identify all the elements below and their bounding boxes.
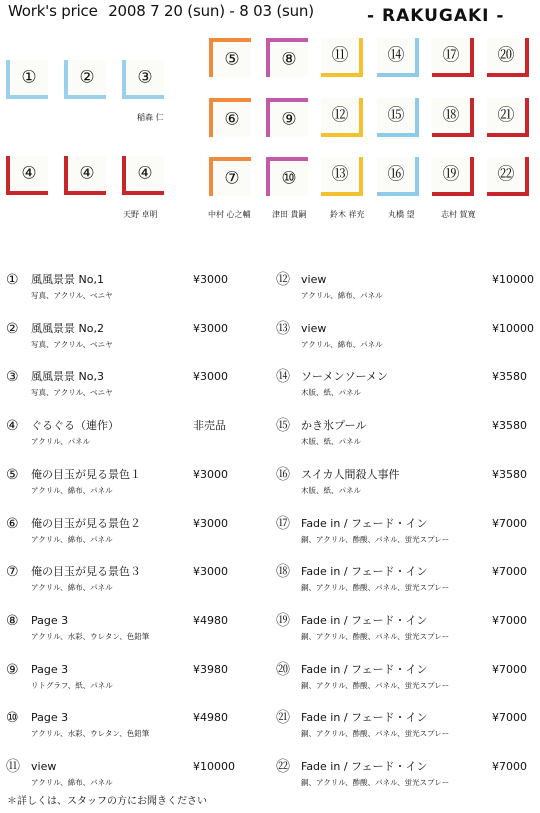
work-list-item	[6, 613, 266, 653]
exhibition-dates: 2008 7 20 (sun) - 8 03 (sun)	[108, 2, 314, 20]
work-price: ¥7000	[492, 662, 527, 676]
work-title: view	[301, 273, 327, 286]
work-price: ¥7000	[492, 613, 527, 627]
work-list-item	[276, 272, 536, 312]
artist-name: 中村 心之輔	[208, 210, 251, 219]
work-medium: 銅、アクリル、酢酸、パネル、蛍光スプレー	[301, 631, 450, 641]
work-number: ㉒	[276, 759, 290, 775]
work-list-item	[6, 516, 266, 556]
work-title: Fade in / フェード・イン	[301, 711, 428, 725]
artist-name: 稲森 仁	[137, 113, 164, 122]
work-list-item	[276, 321, 536, 361]
artist-name: 丸橋 望	[388, 210, 415, 219]
work-number: ⑧	[6, 612, 19, 629]
work-title: Fade in / フェード・イン	[301, 613, 428, 627]
work-medium: アクリル、綿布、パネル	[31, 583, 113, 593]
work-tile: ③	[122, 60, 164, 99]
work-medium: アクリル、水彩、ウレタン、色鉛筆	[31, 631, 150, 641]
work-tile: ㉑	[487, 98, 529, 137]
work-list-item	[6, 662, 266, 702]
work-number: ⑭	[276, 369, 290, 386]
work-list-item	[276, 564, 536, 604]
work-list-item	[276, 467, 536, 507]
work-number: ⑩	[6, 710, 19, 727]
work-title: Page 3	[31, 662, 69, 676]
work-title: 俺の目玉が見る景色３	[31, 565, 141, 579]
work-title: view	[31, 760, 57, 773]
work-medium: 木版、紙、パネル	[301, 388, 361, 398]
work-price: ¥3000	[193, 273, 228, 286]
work-list-item	[276, 759, 536, 799]
work-number: ⑥	[6, 515, 19, 532]
work-number: ⑳	[276, 661, 290, 678]
work-title: 風風景景 No,2	[31, 321, 104, 335]
work-medium: リトグラフ、紙、パネル	[31, 680, 113, 690]
work-number: ⑯	[276, 466, 290, 483]
work-medium: アクリル、パネル	[31, 437, 91, 447]
work-medium: 銅、アクリル、酢酸、パネル、蛍光スプレー	[301, 534, 450, 544]
work-number: ④	[6, 418, 19, 435]
work-list-item	[6, 321, 266, 361]
work-tile: ①	[6, 60, 48, 99]
work-number: ①	[6, 272, 19, 288]
work-list-item	[276, 613, 536, 653]
work-title: Fade in / フェード・イン	[301, 516, 428, 530]
work-tile: ④	[6, 156, 48, 195]
work-price: ¥3000	[193, 565, 228, 579]
brand-name: - RAKUGAKI -	[367, 6, 505, 26]
work-price: ¥3000	[193, 321, 228, 335]
work-tile: ㉒	[487, 157, 529, 196]
artist-name: 鈴木 祥充	[330, 210, 365, 219]
work-price: ¥7000	[492, 565, 527, 579]
work-tile: ④	[64, 156, 106, 195]
work-title: 俺の目玉が見る景色２	[31, 516, 141, 530]
work-medium: 銅、アクリル、酢酸、パネル、蛍光スプレー	[301, 778, 450, 787]
work-list-item	[6, 369, 266, 409]
artist-name: 津田 貴嗣	[272, 210, 307, 219]
work-title: スイカ人間殺人事件	[301, 467, 400, 481]
work-title: Fade in / フェード・イン	[301, 760, 428, 773]
footer-note: ＊詳しくは、スタッフの方にお聞きください	[7, 796, 207, 807]
work-tile: ⑩	[266, 157, 308, 196]
artist-name: 天野 卓明	[123, 210, 158, 219]
work-medium: 写真、アクリル、ベニヤ	[31, 291, 113, 300]
work-number: ㉑	[276, 710, 290, 727]
work-title: Page 3	[31, 613, 69, 627]
work-medium: 写真、アクリル、ベニヤ	[31, 388, 113, 398]
work-tile: ⑫	[321, 98, 363, 137]
work-tile: ⑳	[487, 38, 529, 77]
work-number: ③	[6, 369, 19, 386]
work-list-item	[276, 710, 536, 750]
work-medium: アクリル、綿布、パネル	[31, 485, 113, 495]
header	[8, 2, 314, 20]
work-price: ¥3000	[193, 467, 228, 481]
work-title: 風風景景 No,3	[31, 370, 104, 384]
work-number: ⑬	[276, 320, 290, 337]
work-tile: ⑰	[432, 38, 474, 77]
work-price: ¥3980	[193, 662, 228, 676]
work-list-item	[6, 710, 266, 750]
work-tile: ⑭	[377, 38, 419, 77]
work-medium: アクリル、綿布、パネル	[31, 534, 113, 544]
work-medium: 木版、紙、パネル	[301, 485, 361, 495]
work-tile: ②	[64, 60, 106, 99]
work-number: ②	[6, 320, 19, 337]
work-list-item	[6, 467, 266, 507]
work-tile: ⑪	[321, 38, 363, 77]
work-title: 俺の目玉が見る景色１	[31, 467, 141, 481]
work-price: ¥3580	[492, 467, 527, 481]
work-medium: 銅、アクリル、酢酸、パネル、蛍光スプレー	[301, 729, 450, 739]
work-list-item	[6, 418, 266, 458]
work-medium: 銅、アクリル、酢酸、パネル、蛍光スプレー	[301, 680, 450, 690]
work-price: ¥4980	[193, 613, 228, 627]
work-tile: ⑨	[266, 98, 308, 137]
work-medium: 銅、アクリル、酢酸、パネル、蛍光スプレー	[301, 583, 450, 593]
page-title: Work's price	[8, 2, 98, 20]
work-list-item	[276, 418, 536, 458]
work-title: Fade in / フェード・イン	[301, 662, 428, 676]
work-tile: ⑲	[432, 157, 474, 196]
artist-name: 志村 賀寛	[441, 210, 476, 219]
work-title: Page 3	[31, 711, 69, 725]
work-tile: ⑱	[432, 98, 474, 137]
work-number: ⑦	[6, 564, 19, 581]
work-tile: ⑧	[266, 38, 308, 77]
work-price: ¥10000	[492, 321, 534, 335]
work-title: ぐるぐる（連作）	[31, 419, 119, 433]
work-price: ¥7000	[492, 760, 527, 773]
work-number: ⑰	[276, 515, 290, 532]
work-list-item	[276, 369, 536, 409]
work-list-item	[276, 662, 536, 702]
work-medium: アクリル、綿布、パネル	[31, 778, 113, 787]
work-medium: アクリル、綿布、パネル	[301, 339, 383, 349]
work-tile: ⑤	[209, 38, 251, 77]
work-number: ⑨	[6, 661, 19, 678]
work-medium: アクリル、水彩、ウレタン、色鉛筆	[31, 729, 150, 739]
work-price: ¥7000	[492, 711, 527, 725]
work-title: 風風景景 No,1	[31, 273, 104, 286]
work-tile: ⑥	[209, 98, 251, 137]
work-tile: ⑮	[377, 98, 419, 137]
work-list-item	[6, 272, 266, 312]
work-tile: ⑦	[209, 157, 251, 196]
work-price: ¥10000	[193, 760, 235, 773]
work-price: ¥3580	[492, 370, 527, 384]
work-number: ⑲	[276, 612, 290, 629]
work-number: ⑤	[6, 466, 19, 483]
work-price: ¥3580	[492, 419, 527, 433]
work-list-item	[6, 564, 266, 604]
work-number: ⑮	[276, 418, 290, 435]
work-list-item	[276, 516, 536, 556]
work-tile: ⑬	[321, 157, 363, 196]
work-medium: 写真、アクリル、ベニヤ	[31, 339, 113, 349]
work-number: ⑱	[276, 564, 290, 581]
work-price: ¥3000	[193, 516, 228, 530]
work-price: ¥3000	[193, 370, 228, 384]
work-price: ¥10000	[492, 273, 534, 286]
work-medium: アクリル、綿布、パネル	[301, 291, 383, 300]
work-price: ¥4980	[193, 711, 228, 725]
work-title: Fade in / フェード・イン	[301, 565, 428, 579]
work-title: かき氷プール	[301, 419, 367, 433]
work-tile: ⑯	[377, 157, 419, 196]
work-medium: 木版、紙、パネル	[301, 437, 361, 447]
work-title: view	[301, 321, 327, 335]
work-title: ソーメンソーメン	[301, 370, 388, 384]
work-number: ⑫	[276, 272, 290, 288]
work-tile: ④	[122, 156, 164, 195]
work-price: ¥7000	[492, 516, 527, 530]
work-number: ⑪	[6, 759, 20, 775]
work-price: 非売品	[193, 419, 226, 433]
